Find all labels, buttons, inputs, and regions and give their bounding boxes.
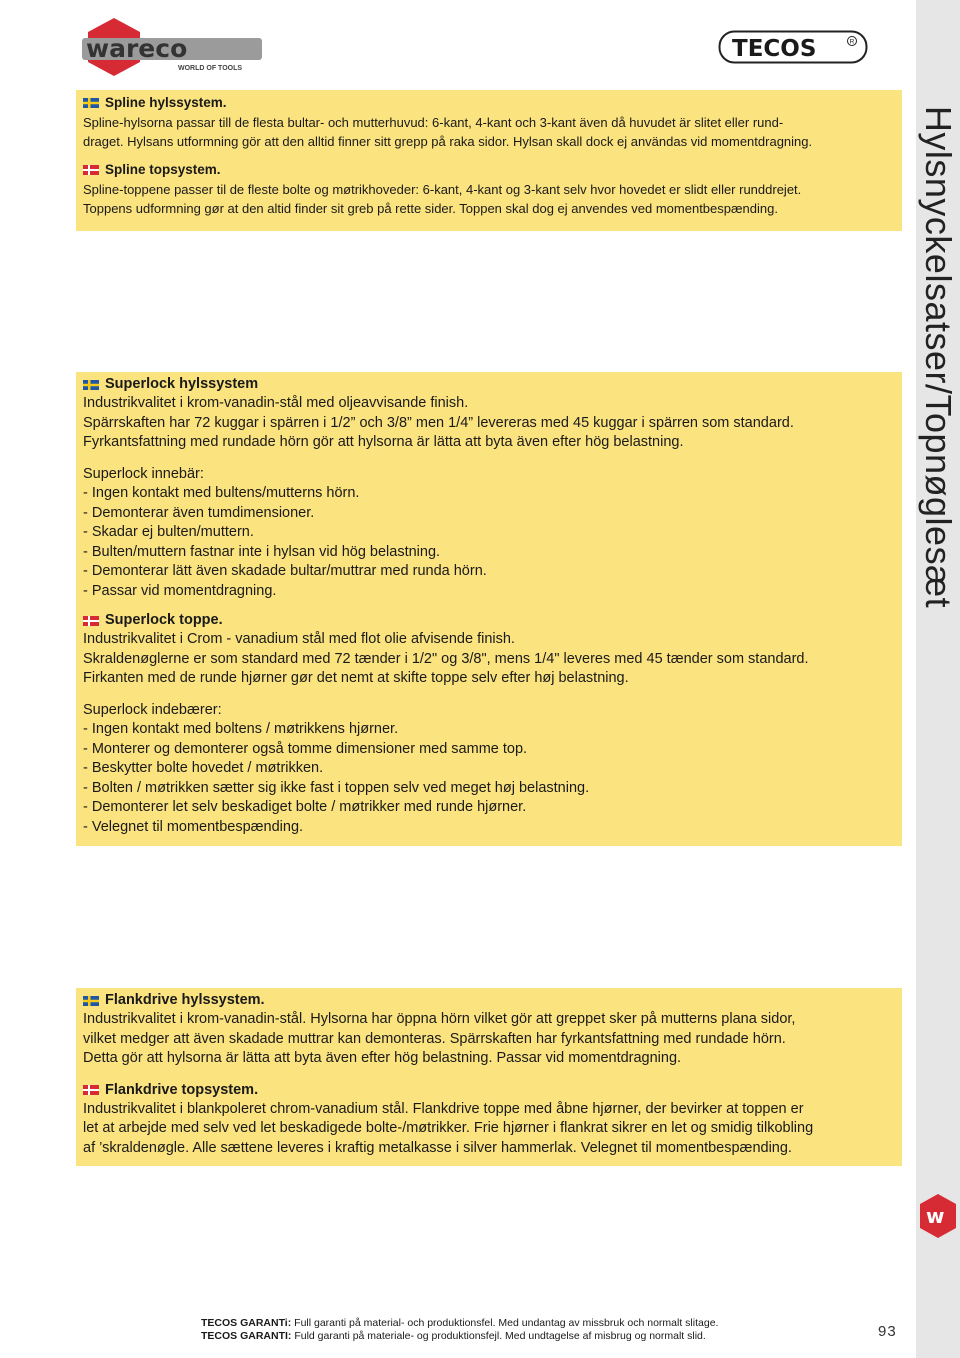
superlock-se-heading [83, 375, 896, 394]
spline-se-title: Spline hylssystem. [105, 95, 227, 110]
flankdrive-se-title: Flankdrive hylssystem. [105, 992, 265, 1008]
guarantee-dk-label: TECOS GARANTI: [201, 1330, 292, 1342]
spline-dk-title: Spline topsystem. [105, 162, 221, 177]
wareco-badge-icon [916, 1190, 960, 1242]
superlock-se-line: Fyrkantsfattning med rundade hörn gör att hylsorna är lätta att byta även efter hög belastning. [83, 434, 684, 450]
flankdrive-dk-line: af ’skraldenøgle. Alle sættene leveres i kraftig metalkasse i silver hammerlak. Velegnet til momentbespænding. [83, 1139, 792, 1156]
flankdrive-se-line: vilket medger att även skadade muttrar kan demonteras. Spärrskaften har fyrkantsfattning med rundade hörn. [83, 1030, 786, 1047]
superlock-dk-list-item: - Beskytter bolte hovedet / møtrikken. [83, 760, 324, 776]
superlock-dk-list-item: - Ingen kontakt med boltens / møtrikkens hjørner. [83, 721, 399, 737]
flankdrive-dk-heading [83, 1081, 896, 1100]
superlock-se-list-item: - Passar vid momentdragning. [83, 582, 277, 599]
guarantee-dk [201, 1330, 718, 1343]
spline-dk-line: Spline-toppene passer til de fleste bolte og møtrikhoveder: 6-kant, 4-kant og 3-kant selv hvor hovedet er slidt eller runddrejet. [83, 182, 802, 197]
flankdrive-se-line: Industrikvalitet i krom-vanadin-stål. Hylsorna har öppna hörn vilket gör att greppet sker på mutterns plana sidor, [83, 1011, 796, 1027]
guarantee-footer [201, 1317, 718, 1343]
flankdrive-panel [76, 988, 902, 1166]
guarantee-dk-text: Fuld garanti på materiale- og produktionsfejl. Med undtagelse af misbrug og normalt slid. [291, 1330, 706, 1342]
sidebar-title: Hylsnyckelsatser/Topnøglesæt [918, 105, 959, 609]
spline-panel [76, 90, 902, 231]
superlock-dk-line: Industrikvalitet i Crom - vanadium stål med flot olie afvisende finish. [83, 631, 515, 647]
danish-flag-icon [83, 165, 99, 175]
superlock-se-title: Superlock hylssystem [105, 376, 259, 392]
flankdrive-dk-line: let at arbejde med selv ved let beskadigede bolte-/møtrikker. Frie hjørner i flankrat sikrer en let og smidig tilkobling [83, 1120, 814, 1136]
svg-text:WORLD OF TOOLS: WORLD OF TOOLS [178, 65, 243, 72]
spline-se-heading [83, 95, 896, 111]
danish-flag-icon [83, 616, 99, 626]
superlock-se-list-item: - Demonterar även tumdimensioner. [83, 504, 315, 521]
flankdrive-dk-line: Industrikvalitet i blankpoleret chrom-vanadium stål. Flankdrive toppe med åbne hjørner, der bevirker at toppen er [83, 1100, 804, 1117]
svg-text:R: R [849, 38, 855, 46]
spline-dk-line: Toppens udformning gør at den altid finder sit greb på rette sider. Toppen skal dog ej anvendes ved momentbespænding. [83, 201, 778, 216]
flankdrive-se-heading [83, 991, 896, 1010]
swedish-flag-icon [83, 98, 99, 108]
guarantee-se [201, 1317, 718, 1330]
superlock-dk-list-item: - Bolten / møtrikken sætter sig ikke fast i toppen selv ved meget høj belastning. [83, 779, 590, 796]
wareco-logo [74, 16, 264, 78]
guarantee-se-label: TECOS GARANTi: [201, 1317, 292, 1329]
svg-text:wareco: wareco [86, 34, 188, 63]
swedish-flag-icon [83, 996, 99, 1006]
superlock-dk-list-item: Superlock indebærer: [83, 701, 222, 718]
superlock-se-list-item: - Bulten/muttern fastnar inte i hylsan vid hög belastning. [83, 543, 441, 560]
superlock-se-line: Industrikvalitet i krom-vanadin-stål med oljeavvisande finish. [83, 395, 469, 411]
superlock-se-list-item: Superlock innebär: [83, 465, 204, 482]
superlock-dk-list-item: - Velegnet til momentbespænding. [83, 818, 304, 835]
danish-flag-icon [83, 1085, 99, 1095]
superlock-dk-line: Firkanten med de runde hjørner gør det nemt at skifte toppe selv efter høj belastning. [83, 670, 629, 686]
superlock-se-list-item: - Skadar ej bulten/muttern. [83, 524, 254, 540]
superlock-se-line: Spärrskaften har 72 kuggar i spärren i 1/2” och 3/8” men 1/4” levereras med 45 kuggar i spärren som standard. [83, 414, 794, 431]
tecos-logo [718, 30, 868, 64]
superlock-dk-heading [83, 611, 896, 630]
superlock-se-list-item: - Demonterar lätt även skadade bultar/muttrar med runda hörn. [83, 563, 487, 579]
guarantee-se-text: Full garanti på material- och produktionsfel. Med undantag av missbruk och normalt slitage. [291, 1317, 719, 1329]
superlock-panel [76, 372, 902, 846]
superlock-dk-title: Superlock toppe. [105, 612, 223, 628]
swedish-flag-icon [83, 380, 99, 390]
flankdrive-se-line: Detta gör att hylsorna är lätta att byta även efter hög belastning. Passar vid momentdragning. [83, 1050, 682, 1066]
superlock-dk-line: Skraldenøglerne er som standard med 72 tænder i 1/2" og 3/8", mens 1/4" leveres med 45 tænder som standard. [83, 650, 809, 667]
spline-se-line: draget. Hylsans utformning gör att den alltid finner sitt grepp på raka sidor. Hylsan skall dock ej användas vid momentdragning. [83, 134, 813, 149]
spline-dk-heading [83, 162, 896, 178]
flankdrive-dk-title: Flankdrive topsystem. [105, 1081, 259, 1098]
page-number: 93 [878, 1323, 897, 1340]
superlock-se-list-item: - Ingen kontakt med bultens/mutterns hörn. [83, 485, 360, 501]
svg-text:w: w [926, 1204, 945, 1228]
spline-se-line: Spline-hylsorna passar till de flesta bultar- och mutterhuvud: 6-kant, 4-kant och 3-kant även då huvudet är slitet eller rund- [83, 115, 784, 130]
superlock-dk-list-item: - Monterer og demonterer også tomme dimensioner med samme top. [83, 740, 528, 757]
superlock-dk-list-item: - Demonterer let selv beskadiget bolte / møtrikker med runde hjørner. [83, 799, 527, 815]
svg-text:TECOS: TECOS [732, 36, 817, 62]
